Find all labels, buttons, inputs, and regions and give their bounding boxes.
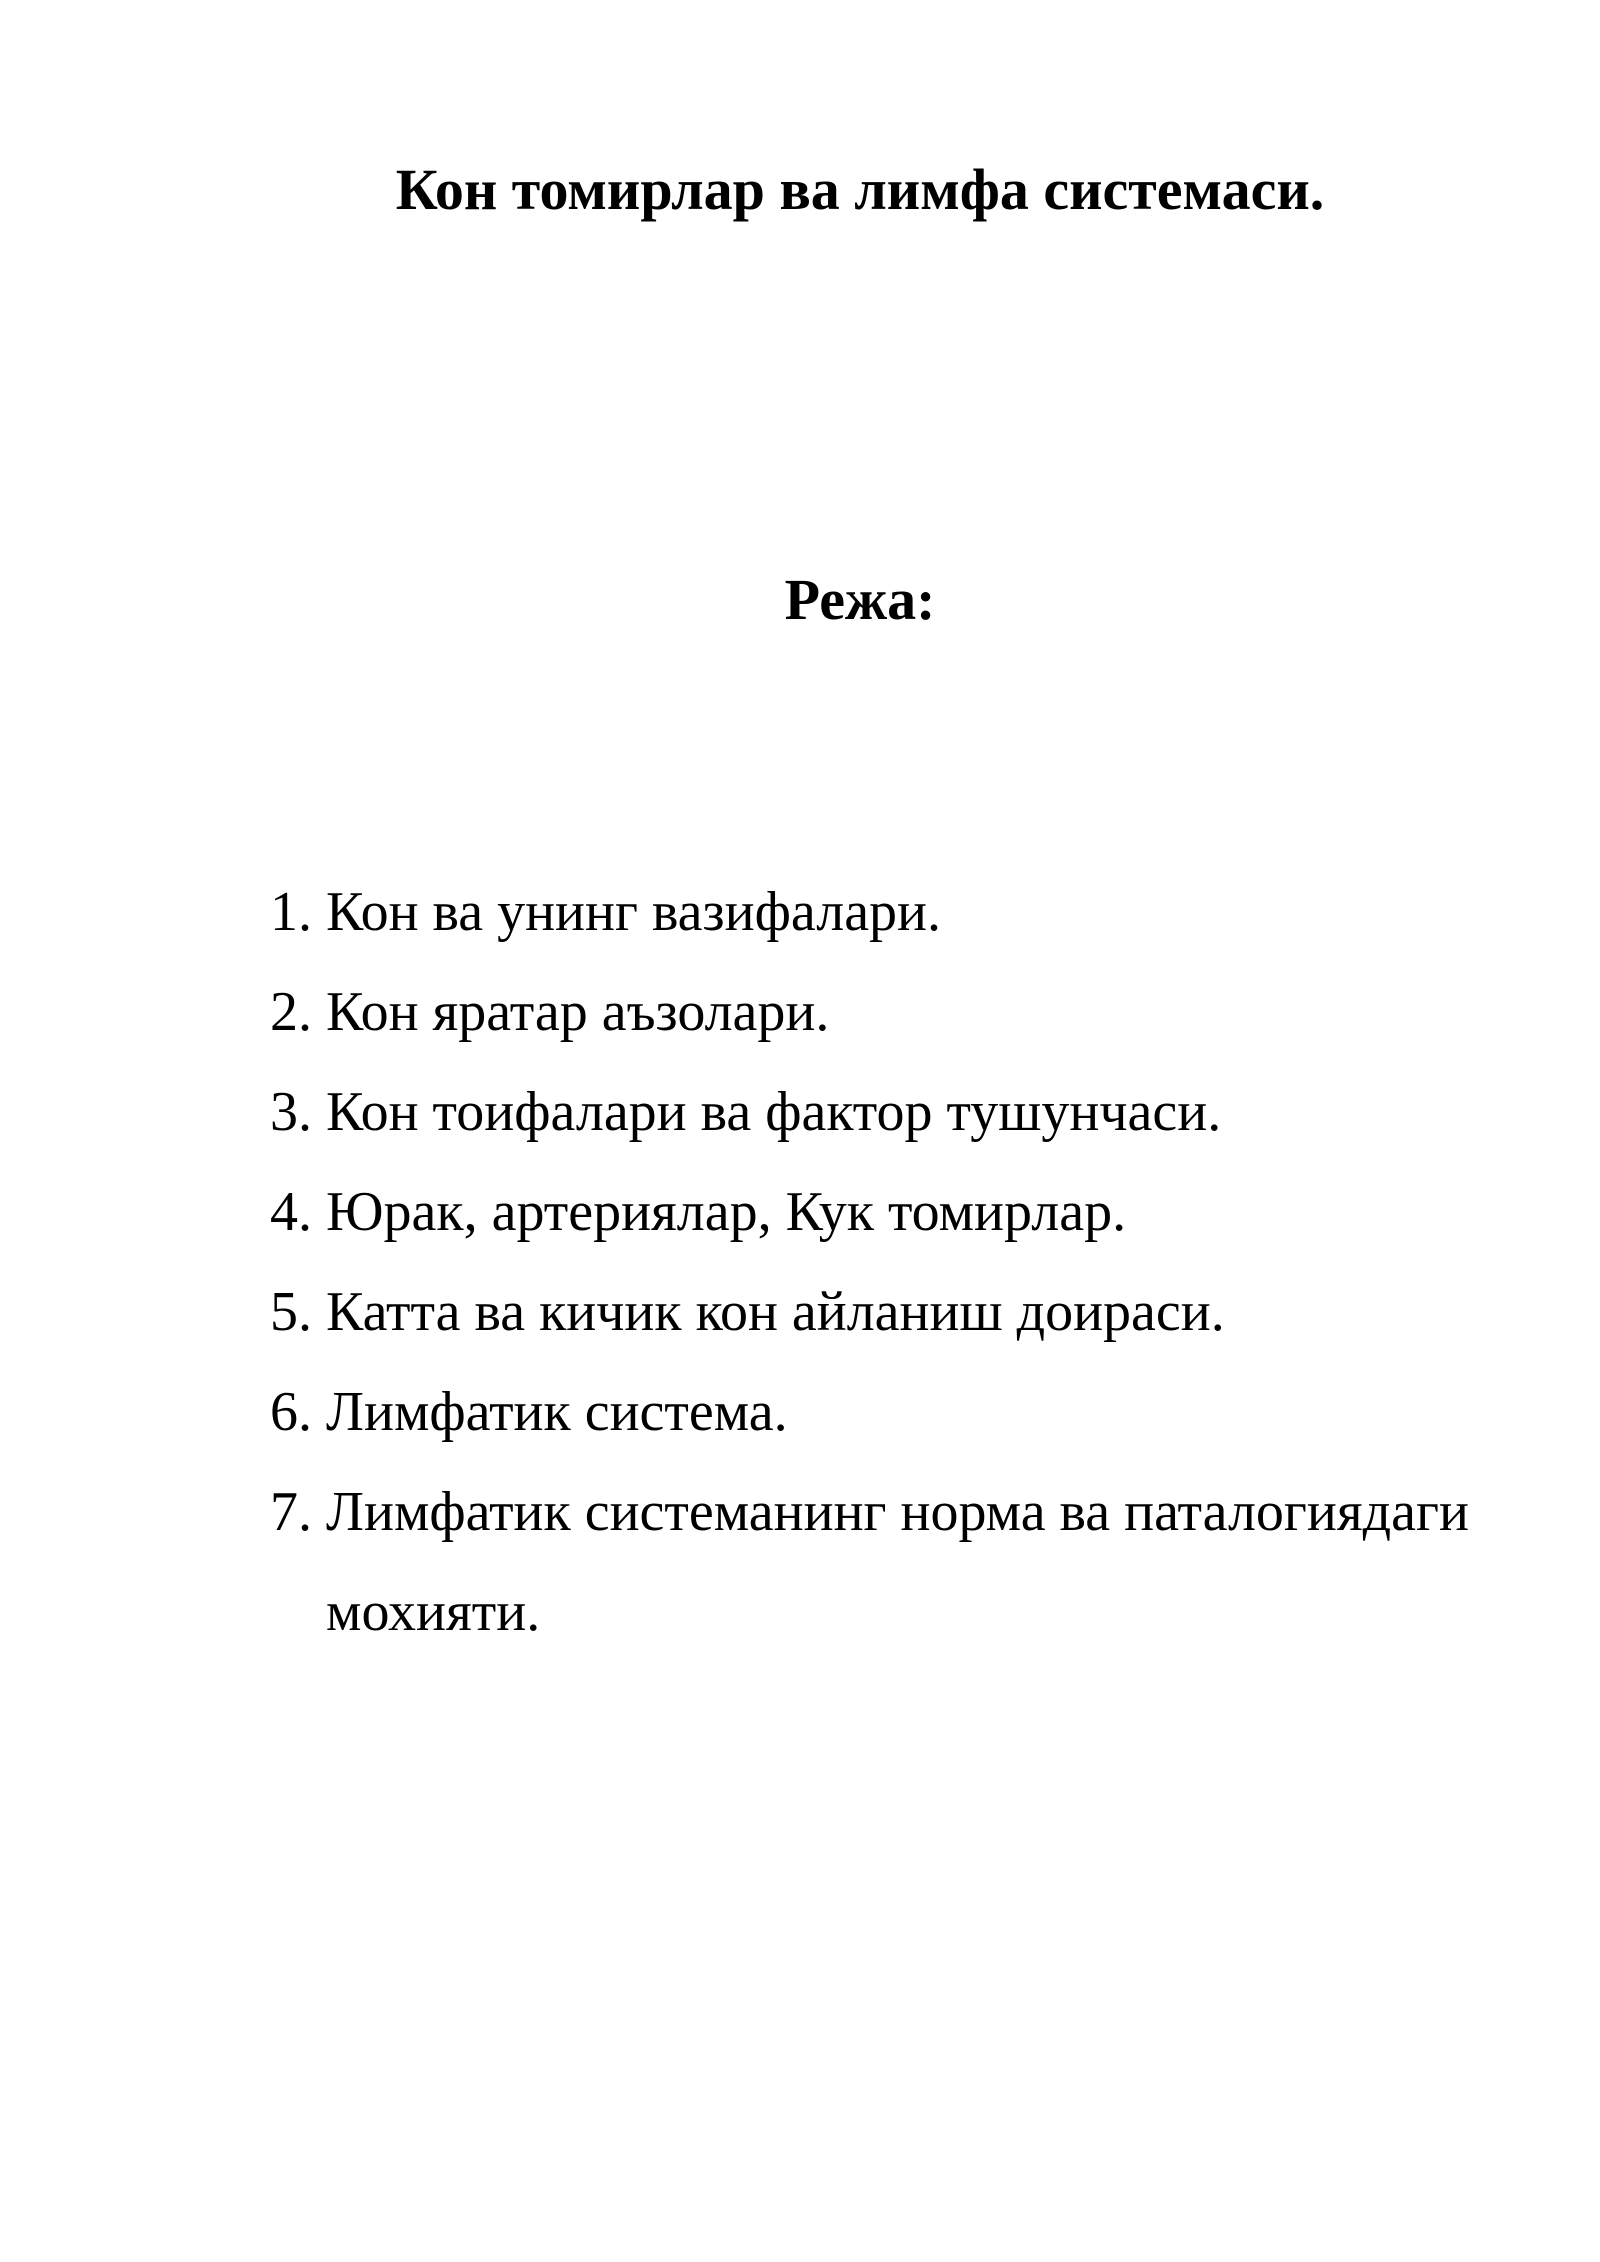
plan-item-number: 4. (270, 1181, 312, 1243)
plan-item-text: Лимфатик системанинг норма ва паталогиядаги мохияти. (326, 1481, 1469, 1643)
plan-item-number: 1. (270, 881, 312, 943)
plan-item-6 (270, 1362, 1470, 1462)
plan-item-text: Кон яратар аъзолари. (326, 981, 830, 1043)
plan-heading: Режа: (784, 567, 936, 632)
plan-item-4 (270, 1162, 1470, 1262)
plan-list (270, 862, 1470, 1662)
plan-item-text: Юрак, артериялар, Кук томирлар. (326, 1181, 1127, 1243)
plan-item-number: 3. (270, 1081, 312, 1143)
plan-item-text: Катта ва кичик кон айланиш доираси. (326, 1281, 1225, 1343)
plan-item-7 (270, 1462, 1470, 1662)
document-title: Кон томирлар ва лимфа системаси. (395, 157, 1325, 222)
plan-item-number: 5. (270, 1281, 312, 1343)
plan-item-text: Кон тоифалари ва фактор тушунчаси. (326, 1081, 1222, 1143)
plan-item-1 (270, 862, 1470, 962)
plan-item-text: Лимфатик система. (326, 1381, 788, 1443)
plan-item-3 (270, 1062, 1470, 1162)
plan-item-5 (270, 1262, 1470, 1362)
plan-item-number: 6. (270, 1381, 312, 1443)
plan-item-2 (270, 962, 1470, 1062)
plan-item-number: 7. (270, 1481, 312, 1543)
plan-item-text: Кон ва унинг вазифалари. (326, 881, 942, 943)
plan-item-number: 2. (270, 981, 312, 1043)
